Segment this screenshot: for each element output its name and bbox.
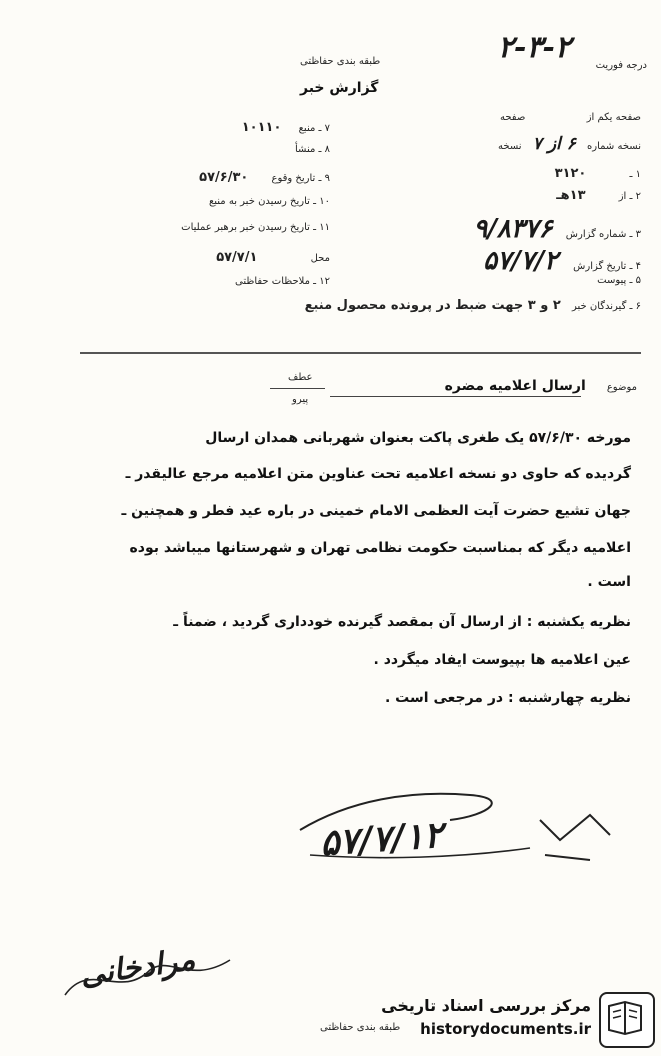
body-line: مورخه ۵۷/۶/۳۰ یک طغری پاکت بعنوان شهربانی همدان ارسال — [205, 430, 631, 446]
subject-underline — [330, 396, 581, 397]
occurrence-date-value: ۵۷/۶/۳۰ — [199, 170, 249, 185]
source-value: ۱۰۱۱۰ — [241, 120, 282, 135]
body-line: است . — [587, 574, 631, 590]
form-title: گزارش خبر — [300, 80, 379, 96]
occurrence-date-label: ۹ ـ تاریخ وقوع — [271, 173, 330, 184]
received-by-source-field — [80, 196, 330, 207]
body-line: عین اعلامیه ها بپیوست ایفاد میگردد . — [373, 652, 631, 668]
security-notes-field — [100, 276, 330, 287]
source-field — [120, 120, 330, 135]
scribble-marks — [290, 760, 630, 880]
field-2-label: ۲ ـ از — [618, 191, 641, 202]
footer-classification-label: طبقه بندی حفاظتی — [320, 1022, 401, 1033]
body-line: اعلامیه دیگر که بمناسبت حکومت نظامی تهران و شهرستانها میباشد بوده — [129, 540, 631, 556]
body-line: جهان تشیع حضرت آیت العظمی الامام خمینی در باره عید فطر و همچنین ـ — [121, 503, 631, 519]
page-extra: صفحه — [499, 112, 526, 123]
watermark-url: historydocuments.ir — [420, 1020, 591, 1038]
urgency-label: درجه فوریت — [595, 60, 647, 71]
origin-field — [120, 144, 330, 155]
report-date-value: ۵۷/۷/۲ — [483, 246, 558, 276]
field-1-label: ۱ ـ — [629, 169, 641, 180]
watermark-title: مرکز بررسی اسناد تاریخی — [381, 996, 591, 1015]
reference-atf-label: عطف — [288, 372, 313, 383]
occurrence-date-field — [100, 170, 330, 185]
subject-label: موضوع — [606, 382, 637, 393]
reference-peyro-label: پیرو — [292, 394, 309, 405]
received-by-leader-label: ۱۱ ـ تاریخ رسیدن خبر برهبر عملیات — [181, 222, 330, 233]
report-date-label: ۴ ـ تاریخ گزارش — [573, 261, 641, 272]
attachment-label: ۵ ـ پیوست — [597, 275, 641, 286]
recipients-label: ۶ ـ گیرندگان خبر — [571, 301, 641, 312]
received-by-leader-field — [70, 222, 330, 233]
report-number-field — [473, 214, 641, 244]
page-number-field — [500, 112, 641, 123]
field-2-value: ۱۳هـ — [556, 188, 586, 203]
location-field — [100, 250, 330, 265]
copy-label: نسخه شماره — [587, 141, 641, 152]
source-label: ۷ ـ منبع — [298, 123, 330, 134]
location-value: ۵۷/۷/۱ — [216, 250, 258, 265]
copy-number-field — [498, 134, 641, 154]
handwritten-signature: مرادخانی — [78, 942, 198, 993]
header-divider — [80, 352, 641, 354]
reference-divider — [270, 388, 325, 389]
location-label: محل — [310, 253, 330, 264]
archive-logo-icon — [599, 992, 655, 1048]
report-number-value: ۹/۸۳۷۶ — [473, 214, 553, 244]
field-1 — [555, 166, 641, 181]
copy-extra: نسخه — [498, 141, 522, 152]
attachment-field — [597, 275, 641, 286]
security-notes-label: ۱۲ ـ ملاحظات حفاظتی — [235, 276, 330, 287]
field-2 — [556, 188, 641, 203]
classification-label: طبقه بندی حفاظتی — [300, 56, 381, 67]
report-date-field — [483, 246, 641, 276]
subject-value: ارسال اعلامیه مضره — [444, 378, 586, 394]
subject-field — [445, 375, 637, 394]
copy-value: ۶ از ۷ — [532, 134, 576, 154]
body-line: نظریه چهارشنبه : در مرجعی است . — [384, 690, 631, 706]
handwritten-date: ۵۷/۷/۱۲ — [318, 813, 445, 865]
page-label: صفحه یکم از — [586, 112, 641, 123]
body-line: نظریه یکشنبه : از ارسال آن بمقصد گیرنده خودداری گردید ، ضمناً ـ — [173, 614, 631, 630]
recipients-field — [305, 298, 641, 313]
body-line: گردیده که حاوی دو نسخه اعلامیه تحت عناوین متن اعلامیه مرجع عالیقدر ـ — [125, 466, 631, 482]
field-1-value: ۳۱۲۰ — [554, 166, 587, 181]
recipients-value: ۲ و ۳ جهت ضبط در پرونده محصول منبع — [304, 298, 561, 313]
report-number-label: ۳ ـ شماره گزارش — [565, 229, 641, 240]
received-by-source-label: ۱۰ ـ تاریخ رسیدن خبر به منبع — [208, 196, 330, 207]
handwritten-urgency-code: ۲-۳-۲ — [497, 30, 571, 65]
signature-stroke — [60, 940, 240, 1010]
origin-label: ۸ ـ منشأ — [294, 144, 330, 155]
